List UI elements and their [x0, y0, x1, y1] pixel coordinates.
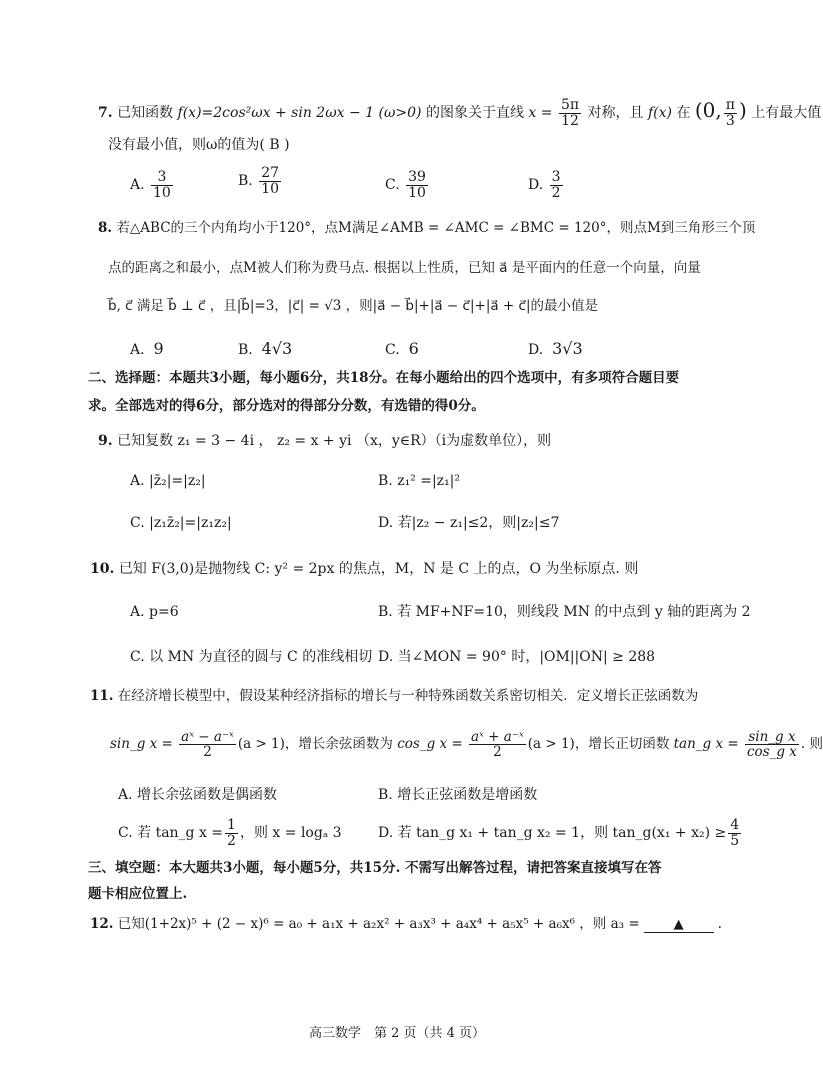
q11-option-c: C. 若 tan_g x = $\frac{1}{2}$ ，则 x = logₐ 3: [118, 817, 342, 849]
q7-option-c: C. $\frac{39}{10}$: [385, 169, 426, 201]
q8-option-b: B. 4√3: [238, 339, 293, 358]
q11-stem: 11. 在经济增长模型中，假设某种经济指标的增长与一种特殊函数关系密切相关．定义增长正弦函数为: [90, 688, 699, 704]
q10-option-a: A. p=6: [130, 604, 179, 620]
q7-function: f(x)=2cos²ωx + sin 2ωx − 1 (ω>0): [177, 105, 422, 122]
q8-option-d: D. 3√3: [528, 339, 583, 358]
q10-option-d: D. 当∠MON = 90° 时，|OM||ON| ≥ 288: [378, 649, 656, 665]
q7-option-b: B. $\frac{27}{10}$: [238, 165, 280, 197]
q11-number: 11.: [90, 688, 114, 704]
q10-stem: 10. 已知 F(3,0)是抛物线 C: y² = 2px 的焦点，M，N 是 C 上的点，O 为坐标原点. 则: [90, 561, 639, 577]
section3-heading-line1: 三、填空题：本大题共3小题，每小题5分，共15分. 不需写出解答过程，请把答案直接填写在答: [88, 860, 662, 876]
q7-line1: 7. 已知函数 f(x)=2cos²ωx + sin 2ωx − 1 (ω>0) 的图象关于直线 x = $\frac{5\pi}{12}$ 对称，且 f(x) 在 (0, $\frac{\pi}{3}$ ) 上有最大值: [98, 97, 822, 129]
section2-heading-line1: 二、选择题：本题共3小题，每小题6分，共18分。在每小题给出的四个选项中，有多项符合题目要: [88, 370, 680, 386]
q11-definitions: sin_g x = $\frac{\text{aˣ − a⁻ˣ}}{2}$ (a > 1)，增长余弦函数为 cos_g x = $\frac{\text{aˣ + a⁻ˣ}}{2}$ (a > 1)，增长正切函数 tan_g x = $\frac{\text{sin\_g x}}{\text{cos\_g x}}$ . 则: [110, 729, 823, 761]
section3-heading-line2: 题卡相应位置上.: [88, 886, 188, 902]
q8-line2: 点的距离之和最小，点M被人们称为费马点. 根据以上性质，已知 a⃗ 是平面内的任意一个向量，向量: [108, 260, 701, 276]
q12-stem: 12. 已知(1+2x)⁵ + (2 − x)⁶ = a₀ + a₁x + a₂x² + a₃x³ + a₄x⁴ + a₅x⁵ + a₆x⁶ ，则 a₃ = ▲ .: [90, 916, 722, 932]
q10-number: 10.: [90, 561, 115, 577]
q11-option-d: D. 若 tan_g x₁ + tan_g x₂ = 1，则 tan_g(x₁ + x₂) ≥ $\frac{4}{5}$: [378, 817, 740, 849]
answer-blank[interactable]: [644, 918, 714, 933]
q7-option-d: D. $\frac{3}{2}$: [528, 169, 561, 201]
q7-line2: 没有最小值，则ω的值为( B ): [108, 137, 290, 153]
page-footer: 高三数学 第 2 页（共 4 页）: [308, 1026, 486, 1041]
q9-option-a: A. |z̄₂|=|z₂|: [130, 473, 206, 489]
q10-option-b: B. 若 MF+NF=10，则线段 MN 的中点到 y 轴的距离为 2: [378, 604, 751, 620]
section2-heading-line2: 求。全部选对的得6分，部分选对的得部分分数，有选错的得0分。: [88, 398, 485, 414]
q8-number: 8.: [98, 220, 113, 236]
q8-line3: b⃗, c⃗ 满足 b⃗ ⊥ c⃗ ，且|b⃗|=3，|c⃗| = √3 ，则|a⃗ − b⃗|+|a⃗ − c⃗|+|a⃗ + c⃗|的最小值是: [108, 298, 599, 314]
q8-line1: 8. 若△ABC的三个内角均小于120°，点M满足∠AMB = ∠AMC = ∠BMC = 120°，则点M到三角形三个顶: [98, 220, 756, 236]
q9-number: 9.: [98, 433, 113, 449]
q10-option-c: C. 以 MN 为直径的圆与 C 的准线相切: [130, 649, 373, 665]
q7-number: 7.: [98, 105, 113, 122]
q9-stem: 9. 已知复数 z₁ = 3 − 4i ， z₂ = x + yi （x，y∈R）（i为虚数单位），则: [98, 433, 552, 449]
q9-option-d: D. 若|z₂ − z₁|≤2，则|z₂|≤7: [378, 515, 560, 531]
q12-number: 12.: [90, 916, 114, 932]
q11-option-a: A. 增长余弦函数是偶函数: [118, 787, 278, 803]
q7-fraction: $\frac{5\pi}{12}$: [560, 97, 580, 129]
q9-option-c: C. |z₁z̄₂|=|z₁z₂|: [130, 515, 232, 531]
q8-option-c: C. 6: [385, 339, 419, 358]
q8-option-a: A. 9: [130, 339, 164, 358]
triangle-icon: ▲: [673, 917, 684, 932]
q7-interval: (0, $\frac{\pi}{3}$ ): [694, 97, 747, 129]
q7-option-a: A. $\frac{3}{10}$: [130, 169, 171, 201]
q9-option-b: B. z₁² =|z₁|²: [378, 473, 461, 489]
q11-option-b: B. 增长正弦函数是增函数: [378, 787, 538, 803]
